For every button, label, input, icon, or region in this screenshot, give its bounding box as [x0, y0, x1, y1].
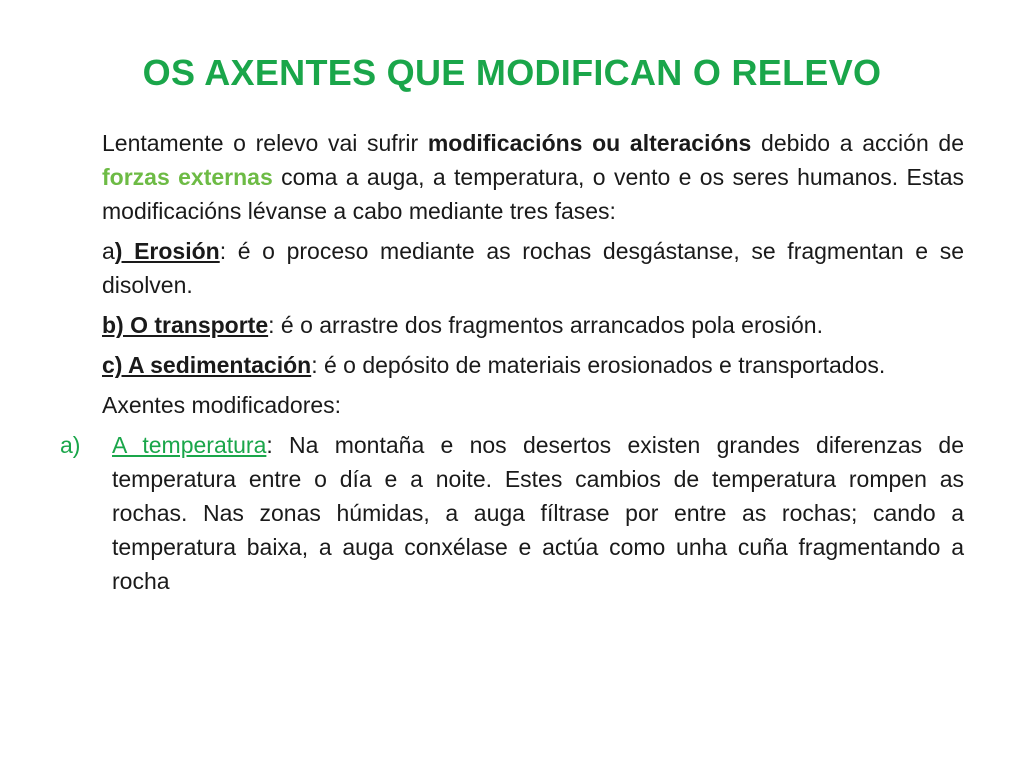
agent-temperature-text: : Na montaña e nos desertos existen grandes diferenzas de temperatura entre o día e a noite. Estes cambios de temperatura rompen as rochas. Nas zonas húmidas, a auga fíltrase por entre as rochas; cando a temperatura baixa, a auga conxélase e actúa como unha cuña fragmentando a rocha — [112, 432, 965, 594]
phase-sedimentation-text: : é o depósito de materiais erosionados e transportados. — [311, 352, 886, 378]
phase-sedimentation-label: c) A sedimentación — [102, 352, 312, 378]
intro-text-1: Lentamente o relevo vai sufrir — [102, 130, 428, 156]
phase-transport — [102, 308, 964, 342]
slide-title: OS AXENTES QUE MODIFICAN O RELEVO — [142, 52, 882, 93]
phase-erosion-prefix: a — [102, 238, 115, 264]
phase-erosion — [102, 234, 964, 302]
intro-bold-text: modificacións ou alteracións — [427, 130, 752, 156]
intro-highlight-text: forzas externas — [102, 164, 273, 190]
phase-sedimentation — [102, 348, 964, 382]
intro-paragraph — [102, 126, 964, 228]
slide-body — [60, 126, 965, 598]
phase-transport-text: : é o arrastre dos fragmentos arrancados pola erosión. — [268, 312, 823, 338]
phase-erosion-label: ) Erosión — [114, 238, 220, 264]
agent-temperature-title: A temperatura — [112, 432, 267, 458]
agent-temperature-marker: a) — [60, 432, 81, 458]
intro-text-3: coma a auga, a temperatura, o vento e os seres humanos. Estas modificacións lévanse a cabo mediante tres fases: — [102, 164, 965, 224]
phase-erosion-text: : é o proceso mediante as rochas desgástanse, se fragmentan e se disolven. — [102, 238, 965, 298]
agent-temperature — [60, 428, 965, 598]
phase-transport-label: b) O transporte — [102, 312, 269, 338]
agents-heading: Axentes modificadores: — [102, 392, 342, 418]
intro-text-2: debido a acción de — [751, 130, 964, 156]
